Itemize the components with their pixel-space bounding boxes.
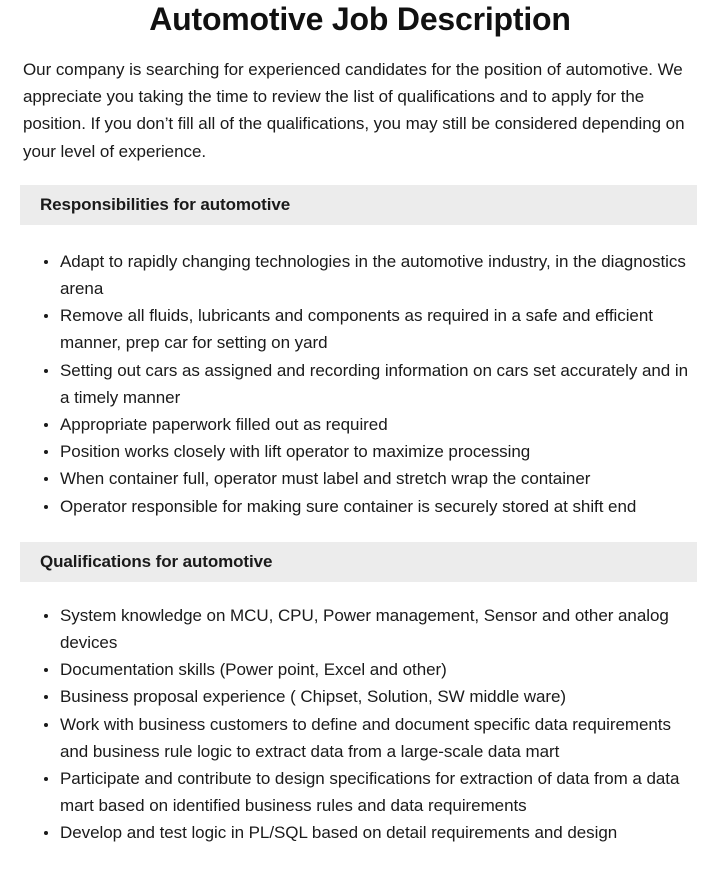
list-item: Adapt to rapidly changing technologies in the automotive industry, in the diagnostics arena <box>0 248 720 302</box>
list-item: Work with business customers to define and document specific data requirements and business rule logic to extract data from a large-scale data mart <box>0 711 720 765</box>
section-header-band-qualifications <box>20 542 697 582</box>
spacer <box>0 225 720 248</box>
list-item: Business proposal experience ( Chipset, Solution, SW middle ware) <box>0 683 720 710</box>
list-item: Setting out cars as assigned and recording information on cars set accurately and in a timely manner <box>0 357 720 411</box>
intro-paragraph: Our company is searching for experienced candidates for the position of automotive. We appreciate you taking the time to review the list of qualifications and to apply for the position. If you don’t fill all of the qualifications, you may still be considered depending on your level of experience. <box>23 60 685 161</box>
list-item: Position works closely with lift operator to maximize processing <box>0 438 720 465</box>
section-qualifications <box>0 542 720 847</box>
spacer <box>0 520 720 542</box>
document-body <box>0 56 720 847</box>
section-responsibilities <box>0 185 720 520</box>
section-heading-qualifications: Qualifications for automotive <box>40 551 273 571</box>
spacer <box>0 165 720 185</box>
section-heading-responsibilities: Responsibilities for automotive <box>40 194 291 214</box>
list-item: Appropriate paperwork filled out as required <box>0 411 720 438</box>
list-item: Operator responsible for making sure container is securely stored at shift end <box>0 493 720 520</box>
spacer <box>0 582 720 602</box>
list-item: Develop and test logic in PL/SQL based on detail requirements and design <box>0 819 720 846</box>
responsibilities-list <box>0 248 720 520</box>
list-item: When container full, operator must label and stretch wrap the container <box>0 465 720 492</box>
section-header-band-responsibilities <box>20 185 697 225</box>
list-item: Participate and contribute to design specifications for extraction of data from a data mart based on identified business rules and data requirements <box>0 765 720 819</box>
qualifications-list <box>0 602 720 847</box>
list-item: Remove all fluids, lubricants and components as required in a safe and efficient manner, prep car for setting on yard <box>0 302 720 356</box>
page-title: Automotive Job Description <box>149 1 571 37</box>
list-item: System knowledge on MCU, CPU, Power management, Sensor and other analog devices <box>0 602 720 656</box>
list-item: Documentation skills (Power point, Excel and other) <box>0 656 720 683</box>
